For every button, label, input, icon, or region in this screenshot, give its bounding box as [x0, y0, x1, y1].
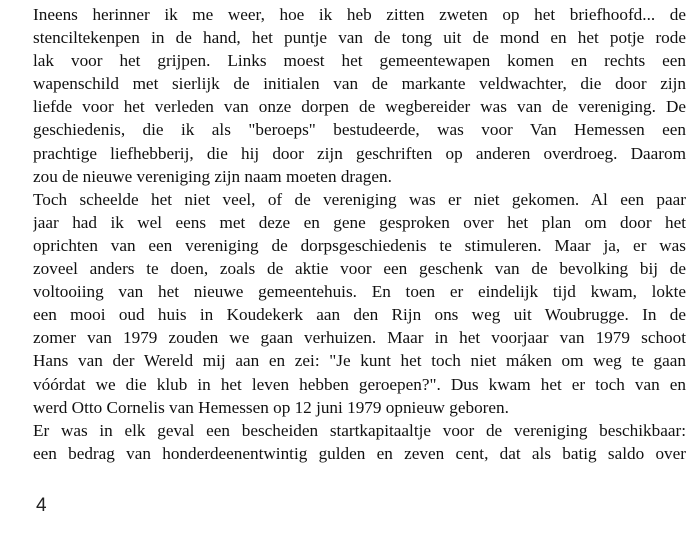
text-line: Toch scheelde het niet veel, of de vereniging was er niet gekomen. Al een paar: [33, 189, 686, 209]
text-line: lak voor het grijpen. Links moest het gemeentewapen komen en rechts een: [33, 51, 686, 71]
text-line: een mooi oud huis in Koudekerk aan den Rijn ons weg uit Woubrugge. In de: [33, 305, 686, 325]
text-line: Hans van der Wereld mij aan en zei: "Je kunt het toch niet máken om weg te gaan: [33, 351, 686, 371]
text-line: vóórdat we die klub in het leven hebben geroepen?". Dus kwam het er toch van en: [33, 374, 686, 394]
body-text: [33, 3, 686, 465]
text-line: oprichten van een vereniging de dorpsgeschiedenis te stimuleren. Maar ja, er was: [33, 235, 686, 255]
text-line: Er was in elk geval een bescheiden startkapitaaltje voor de vereniging beschikbaar:: [33, 420, 686, 440]
text-line: liefde voor het verleden van onze dorpen de wegbereider was van de vereniging. De: [33, 97, 686, 117]
text-line-paragraph-end: zou de nieuwe vereniging zijn naam moeten dragen.: [33, 166, 392, 186]
text-line: prachtige liefhebberij, die hij door zijn geschriften op anderen overdroeg. Daarom: [33, 143, 686, 163]
text-line: wapenschild met sierlijk de initialen van de markante veldwachter, die door zijn: [33, 74, 686, 94]
text-line: voltooiing van het nieuwe gemeentehuis. En toen er eindelijk tijd kwam, lokte: [33, 282, 686, 302]
document-page: [33, 0, 686, 536]
text-line: jaar had ik wel eens met deze en gene gesproken over het plan om door het: [33, 212, 686, 232]
text-line-paragraph-end: werd Otto Cornelis van Hemessen op 12 juni 1979 opnieuw geboren.: [33, 397, 509, 417]
text-line: geschiedenis, die ik als "beroeps" bestudeerde, was voor Van Hemessen een: [33, 120, 686, 140]
text-line: zoveel anders te doen, zoals de aktie voor een geschenk van de bevolking bij de: [33, 259, 686, 279]
text-line: zomer van 1979 zouden we gaan verhuizen. Maar in het voorjaar van 1979 schoot: [33, 328, 686, 348]
page-number: 4: [36, 495, 47, 516]
text-line: een bedrag van honderdeenentwintig gulden en zeven cent, dat als batig saldo over: [33, 443, 686, 463]
text-line: stenciltekenpen in de hand, het puntje van de tong uit de mond en het potje rode: [33, 28, 686, 48]
text-line: Ineens herinner ik me weer, hoe ik heb zitten zweten op het briefhoofd... de: [33, 5, 686, 24]
